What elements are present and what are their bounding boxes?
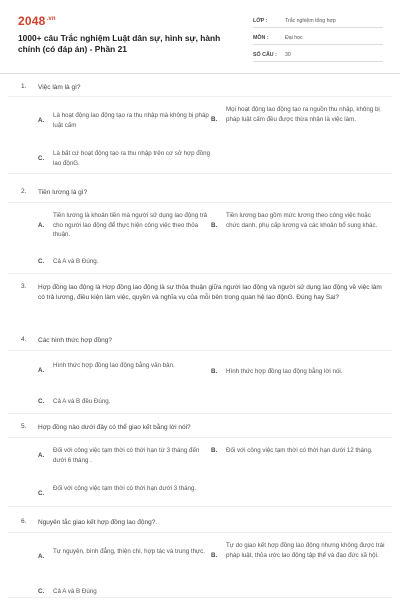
meta-value: Đại học (285, 34, 303, 41)
meta-row-count (253, 48, 383, 62)
question-number: 6. (21, 518, 27, 525)
option-text: Tự do giao kết hợp đồng lao động nhưng không được trái pháp luật, thỏa ước lao động tập thể và đạo đức xã hội. (226, 542, 385, 559)
site-logo[interactable] (18, 14, 56, 28)
option-text: Hình thức hợp đồng lao động bằng lời nói. (226, 368, 343, 375)
option-text: Cả A và B Đúng. (53, 258, 99, 265)
question-6-options (8, 532, 392, 598)
option-text: Tự nguyện, bình đẳng, thiện chí, hợp tác và trung thực. (53, 548, 205, 555)
question-text: Tiền lương là gì? (38, 189, 88, 196)
page-title: 1000+ câu Trắc nghiệm Luật dân sự, hình sự, hành chính (có đáp án) - Phần 21 (18, 33, 221, 54)
option-letter: B. (211, 116, 218, 123)
header-divider (0, 73, 400, 74)
option-text: Cả A và B Đúng (53, 588, 97, 595)
meta-value: 30 (285, 51, 291, 58)
option-text: Cả A và B đều Đúng. (53, 398, 111, 405)
question-number: 5. (21, 423, 27, 430)
meta-key: MÔN : (253, 34, 269, 41)
option-letter: C. (38, 398, 45, 405)
option-text: Đối với công việc tạm thời có thời hạn dưới 12 tháng. (226, 447, 373, 454)
question-4-options (8, 350, 392, 414)
question-number: 2. (21, 188, 27, 195)
option-letter: C. (38, 258, 45, 265)
option-letter: A. (38, 117, 45, 124)
option-text: Là hoạt động lao động tạo ra thu nhập mà không bị pháp luật cấm (53, 112, 209, 129)
option-text: Mọi hoạt động lao động tạo ra nguồn thu nhập, không bị pháp luật cấm đều được thừa nhận là việc làm. (226, 106, 380, 123)
question-number: 3. (21, 283, 27, 290)
option-letter: A. (38, 553, 45, 560)
option-letter: B. (211, 552, 218, 559)
option-letter: B. (211, 447, 218, 454)
logo-text: 2048 (18, 14, 46, 28)
question-2-options (8, 202, 392, 274)
question-text: Nguyên tắc giao kết hợp đồng lao động?. (38, 519, 158, 526)
logo-suffix: .vn (46, 16, 56, 22)
option-text: Đối với công việc tạm thời có thời hạn dưới 3 tháng. (53, 485, 197, 492)
option-text: Là bất cứ hoạt động tạo ra thu nhập trên cơ sở hợp đồng lao độnG. (53, 150, 211, 167)
option-text: Tiền lương bao gồm mức lương theo công việc hoặc chức danh, phụ cấp lương và các khoản bổ sung khác. (226, 212, 378, 229)
question-text: Việc làm là gì? (38, 84, 81, 91)
option-letter: C. (38, 155, 45, 162)
option-text: Hình thức hợp đồng lao động bằng văn bản. (53, 362, 175, 369)
option-letter: C. (38, 588, 45, 595)
meta-table (253, 14, 383, 62)
option-letter: A. (38, 367, 45, 374)
option-letter: C. (38, 490, 45, 497)
question-1-options (8, 96, 392, 174)
meta-key: SỐ CÂU : (253, 51, 277, 58)
option-letter: B. (211, 222, 218, 229)
question-5-options (8, 437, 392, 507)
question-text: Các hình thức hợp đồng? (38, 337, 113, 344)
option-text: Đối với công việc tạm thời có thời hạn từ 3 tháng đến dưới 6 tháng . (53, 447, 200, 464)
question-text: Hợp đồng nào dưới đây có thể giao kết bằng lời nói? (38, 424, 191, 431)
meta-value: Trắc nghiệm tổng hợp (285, 17, 336, 24)
option-text: Tiền lương là khoản tiền mà người sử dụng lao động trả cho người lao động để thực hiện công việc theo thỏa thuận. (53, 212, 208, 238)
option-letter: A. (38, 452, 45, 459)
question-text: Hợp đồng lao động là Hợp đồng lao động là sự thỏa thuận giữa người lao động và người sử dụng lao động về việc làm có trả lương, điều kiện làm việc, quyền và nghĩa vụ của mỗi bên trong quan hệ lao độnG. Đúng hay Sai? (38, 284, 382, 301)
question-number: 4. (21, 336, 27, 343)
question-number: 1. (21, 83, 27, 90)
option-letter: B. (211, 368, 218, 375)
meta-row-class (253, 14, 383, 28)
option-letter: A. (38, 222, 45, 229)
meta-key: LỚP : (253, 17, 268, 24)
document-header (0, 0, 400, 70)
meta-row-subject (253, 31, 383, 45)
